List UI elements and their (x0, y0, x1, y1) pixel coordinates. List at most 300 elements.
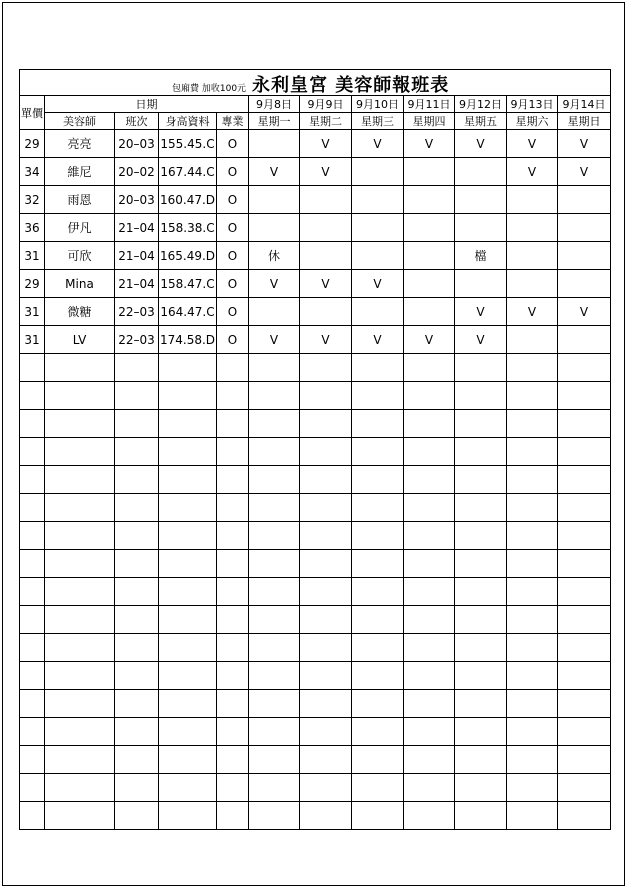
table-row (20, 326, 611, 354)
schedule-table (19, 69, 611, 830)
day-weekday: 星期一 (249, 113, 300, 130)
empty-cell (159, 410, 217, 438)
empty-cell (45, 522, 115, 550)
shift-mark: V (455, 326, 507, 354)
specialty-cell: O (217, 326, 249, 354)
height-info-cell: 165.49.D (159, 242, 217, 270)
empty-cell (507, 438, 558, 466)
empty-cell (249, 438, 300, 466)
empty-cell (115, 774, 159, 802)
empty-cell (300, 802, 352, 830)
empty-cell (217, 690, 249, 718)
empty-cell (20, 746, 45, 774)
empty-cell (507, 690, 558, 718)
empty-cell (352, 578, 404, 606)
empty-cell (217, 802, 249, 830)
empty-cell (20, 382, 45, 410)
height-info-cell: 160.47.D (159, 186, 217, 214)
empty-cell (249, 718, 300, 746)
empty-cell (352, 354, 404, 382)
day-weekday: 星期三 (352, 113, 404, 130)
stylist-name: LV (45, 326, 115, 354)
empty-cell (507, 354, 558, 382)
empty-cell (217, 522, 249, 550)
empty-cell (20, 354, 45, 382)
shift-mark (507, 270, 558, 298)
shift-mark (455, 270, 507, 298)
empty-cell (20, 410, 45, 438)
date-header: 日期 (45, 96, 249, 113)
empty-cell (300, 494, 352, 522)
day-weekday: 星期五 (455, 113, 507, 130)
shift-mark: V (507, 130, 558, 158)
empty-row (20, 578, 611, 606)
empty-cell (217, 578, 249, 606)
empty-cell (558, 410, 611, 438)
empty-cell (249, 410, 300, 438)
empty-cell (558, 466, 611, 494)
empty-cell (558, 550, 611, 578)
price-cell: 31 (20, 298, 45, 326)
empty-cell (300, 746, 352, 774)
empty-cell (300, 522, 352, 550)
empty-cell (159, 382, 217, 410)
table-row (20, 130, 611, 158)
empty-cell (455, 774, 507, 802)
empty-cell (115, 382, 159, 410)
empty-cell (455, 662, 507, 690)
empty-cell (455, 634, 507, 662)
day-weekday: 星期四 (404, 113, 455, 130)
shift-mark: V (404, 130, 455, 158)
empty-cell (45, 410, 115, 438)
empty-cell (159, 634, 217, 662)
stylist-name: 可欣 (45, 242, 115, 270)
empty-cell (45, 802, 115, 830)
shift-mark: V (352, 130, 404, 158)
empty-cell (20, 494, 45, 522)
empty-cell (300, 382, 352, 410)
empty-cell (352, 382, 404, 410)
shift-mark: V (455, 130, 507, 158)
empty-cell (159, 494, 217, 522)
height-info-cell: 158.47.C (159, 270, 217, 298)
shift-mark (352, 298, 404, 326)
empty-cell (507, 634, 558, 662)
empty-cell (507, 550, 558, 578)
empty-cell (558, 494, 611, 522)
empty-cell (115, 466, 159, 494)
shift-mark: V (300, 270, 352, 298)
specialty-cell: O (217, 130, 249, 158)
empty-cell (404, 634, 455, 662)
empty-cell (159, 606, 217, 634)
shift-cell: 20–03 (115, 186, 159, 214)
empty-cell (455, 718, 507, 746)
empty-cell (352, 690, 404, 718)
shift-mark (455, 214, 507, 242)
empty-cell (455, 690, 507, 718)
table-row (20, 186, 611, 214)
shift-cell: 21–04 (115, 214, 159, 242)
empty-cell (45, 578, 115, 606)
empty-cell (115, 550, 159, 578)
empty-cell (507, 382, 558, 410)
empty-cell (45, 466, 115, 494)
empty-cell (507, 802, 558, 830)
shift-mark (404, 270, 455, 298)
empty-cell (249, 578, 300, 606)
empty-cell (558, 802, 611, 830)
stylist-name: 雨恩 (45, 186, 115, 214)
table-row (20, 242, 611, 270)
empty-cell (249, 494, 300, 522)
specialty-header: 專業 (217, 113, 249, 130)
shift-mark: V (249, 158, 300, 186)
shift-mark: V (352, 270, 404, 298)
empty-cell (20, 466, 45, 494)
empty-cell (20, 606, 45, 634)
day-date: 9月10日 (352, 96, 404, 113)
empty-cell (249, 774, 300, 802)
day-date: 9月12日 (455, 96, 507, 113)
empty-cell (300, 774, 352, 802)
empty-cell (217, 634, 249, 662)
empty-cell (115, 578, 159, 606)
shift-mark (455, 186, 507, 214)
shift-cell: 20–03 (115, 130, 159, 158)
price-cell: 29 (20, 130, 45, 158)
empty-row (20, 494, 611, 522)
shift-mark: V (249, 270, 300, 298)
empty-cell (159, 466, 217, 494)
shift-mark (300, 214, 352, 242)
empty-cell (558, 606, 611, 634)
empty-row (20, 550, 611, 578)
price-cell: 29 (20, 270, 45, 298)
empty-cell (455, 354, 507, 382)
empty-row (20, 662, 611, 690)
empty-cell (558, 774, 611, 802)
empty-cell (115, 718, 159, 746)
empty-cell (507, 606, 558, 634)
shift-mark (558, 186, 611, 214)
price-cell: 32 (20, 186, 45, 214)
empty-cell (404, 802, 455, 830)
empty-cell (352, 438, 404, 466)
empty-cell (45, 634, 115, 662)
empty-cell (352, 466, 404, 494)
empty-cell (159, 354, 217, 382)
empty-row (20, 354, 611, 382)
stylist-name: 維尼 (45, 158, 115, 186)
empty-cell (20, 802, 45, 830)
empty-row (20, 438, 611, 466)
empty-cell (558, 354, 611, 382)
empty-cell (115, 606, 159, 634)
shift-mark (352, 242, 404, 270)
empty-cell (300, 718, 352, 746)
empty-cell (217, 494, 249, 522)
empty-cell (455, 522, 507, 550)
shift-mark: V (352, 326, 404, 354)
empty-row (20, 382, 611, 410)
empty-cell (507, 578, 558, 606)
empty-cell (20, 662, 45, 690)
empty-cell (45, 382, 115, 410)
empty-cell (45, 774, 115, 802)
shift-mark (249, 214, 300, 242)
shift-cell: 21–04 (115, 270, 159, 298)
specialty-cell: O (217, 242, 249, 270)
empty-cell (558, 718, 611, 746)
table-row (20, 270, 611, 298)
stylist-name: 微糖 (45, 298, 115, 326)
empty-cell (507, 466, 558, 494)
empty-cell (20, 522, 45, 550)
empty-cell (249, 354, 300, 382)
empty-cell (404, 746, 455, 774)
empty-row (20, 718, 611, 746)
empty-cell (217, 382, 249, 410)
shift-mark: V (300, 158, 352, 186)
shift-mark (249, 130, 300, 158)
empty-cell (20, 690, 45, 718)
height-info-cell: 174.58.D (159, 326, 217, 354)
day-weekday: 星期六 (507, 113, 558, 130)
empty-cell (455, 382, 507, 410)
height-info-header: 身高資料 (159, 113, 217, 130)
shift-mark (404, 242, 455, 270)
empty-cell (300, 466, 352, 494)
empty-cell (159, 522, 217, 550)
empty-cell (217, 718, 249, 746)
empty-cell (558, 382, 611, 410)
empty-cell (455, 410, 507, 438)
empty-cell (558, 634, 611, 662)
empty-cell (352, 802, 404, 830)
day-date: 9月14日 (558, 96, 611, 113)
empty-cell (507, 746, 558, 774)
empty-cell (20, 718, 45, 746)
shift-mark: 檔 (455, 242, 507, 270)
empty-cell (45, 718, 115, 746)
empty-cell (115, 746, 159, 774)
stylist-name: 亮亮 (45, 130, 115, 158)
empty-cell (507, 410, 558, 438)
empty-cell (20, 774, 45, 802)
shift-mark: V (558, 158, 611, 186)
empty-cell (352, 410, 404, 438)
specialty-cell: O (217, 270, 249, 298)
empty-cell (217, 466, 249, 494)
empty-cell (20, 550, 45, 578)
empty-cell (45, 690, 115, 718)
empty-cell (300, 354, 352, 382)
empty-cell (217, 606, 249, 634)
empty-cell (159, 438, 217, 466)
empty-cell (45, 662, 115, 690)
empty-cell (115, 634, 159, 662)
empty-cell (159, 746, 217, 774)
empty-cell (20, 438, 45, 466)
empty-row (20, 802, 611, 830)
empty-cell (115, 522, 159, 550)
empty-cell (507, 494, 558, 522)
empty-cell (249, 662, 300, 690)
shift-mark: V (455, 298, 507, 326)
shift-mark (404, 186, 455, 214)
shift-mark (404, 298, 455, 326)
empty-cell (404, 410, 455, 438)
empty-cell (352, 522, 404, 550)
empty-cell (159, 802, 217, 830)
shift-cell: 22–03 (115, 326, 159, 354)
empty-cell (455, 494, 507, 522)
shift-mark (558, 270, 611, 298)
shift-mark (352, 158, 404, 186)
empty-cell (159, 718, 217, 746)
empty-cell (300, 690, 352, 718)
empty-cell (115, 690, 159, 718)
shift-mark (558, 242, 611, 270)
table-row (20, 214, 611, 242)
shift-mark (352, 186, 404, 214)
day-date: 9月9日 (300, 96, 352, 113)
empty-cell (352, 662, 404, 690)
stylist-header: 美容師 (45, 113, 115, 130)
empty-cell (352, 606, 404, 634)
empty-cell (558, 690, 611, 718)
empty-cell (115, 354, 159, 382)
empty-cell (404, 606, 455, 634)
empty-cell (300, 550, 352, 578)
shift-header: 班次 (115, 113, 159, 130)
shift-mark (507, 242, 558, 270)
shift-mark: V (558, 298, 611, 326)
empty-cell (404, 718, 455, 746)
empty-cell (352, 550, 404, 578)
empty-cell (352, 718, 404, 746)
empty-cell (115, 802, 159, 830)
page-title: 永利皇宮 美容師報班表 (252, 75, 450, 96)
empty-cell (159, 690, 217, 718)
empty-cell (159, 578, 217, 606)
empty-row (20, 606, 611, 634)
empty-cell (404, 550, 455, 578)
empty-cell (217, 774, 249, 802)
empty-cell (300, 634, 352, 662)
empty-row (20, 690, 611, 718)
specialty-cell: O (217, 158, 249, 186)
fee-note: 包廂費 加收100元 (172, 84, 247, 94)
empty-row (20, 774, 611, 802)
empty-cell (45, 438, 115, 466)
empty-cell (20, 578, 45, 606)
empty-cell (115, 410, 159, 438)
empty-cell (115, 494, 159, 522)
empty-cell (249, 606, 300, 634)
empty-cell (455, 802, 507, 830)
shift-mark: V (300, 130, 352, 158)
empty-cell (300, 438, 352, 466)
empty-cell (159, 662, 217, 690)
empty-cell (455, 578, 507, 606)
price-cell: 34 (20, 158, 45, 186)
empty-cell (352, 494, 404, 522)
height-info-cell: 155.45.C (159, 130, 217, 158)
empty-cell (404, 466, 455, 494)
empty-cell (45, 606, 115, 634)
shift-mark: V (558, 130, 611, 158)
shift-mark (249, 186, 300, 214)
empty-cell (115, 662, 159, 690)
empty-cell (558, 662, 611, 690)
empty-cell (45, 494, 115, 522)
empty-cell (300, 410, 352, 438)
day-date: 9月11日 (404, 96, 455, 113)
shift-mark (507, 326, 558, 354)
shift-mark (507, 186, 558, 214)
height-info-cell: 164.47.C (159, 298, 217, 326)
shift-mark: V (507, 298, 558, 326)
table-row (20, 298, 611, 326)
stylist-name: 伊凡 (45, 214, 115, 242)
shift-cell: 20–02 (115, 158, 159, 186)
empty-cell (455, 746, 507, 774)
shift-cell: 22–03 (115, 298, 159, 326)
empty-cell (45, 746, 115, 774)
empty-row (20, 410, 611, 438)
empty-cell (45, 550, 115, 578)
specialty-cell: O (217, 298, 249, 326)
shift-mark (455, 158, 507, 186)
stylist-name: Mina (45, 270, 115, 298)
empty-cell (352, 634, 404, 662)
specialty-cell: O (217, 186, 249, 214)
empty-cell (115, 438, 159, 466)
empty-cell (217, 662, 249, 690)
empty-cell (455, 438, 507, 466)
empty-cell (249, 522, 300, 550)
shift-mark (558, 326, 611, 354)
empty-cell (455, 550, 507, 578)
empty-cell (300, 662, 352, 690)
shift-mark (404, 214, 455, 242)
empty-cell (404, 662, 455, 690)
shift-mark (507, 214, 558, 242)
day-date: 9月13日 (507, 96, 558, 113)
empty-cell (507, 522, 558, 550)
empty-cell (404, 438, 455, 466)
shift-mark (300, 242, 352, 270)
empty-cell (217, 354, 249, 382)
empty-cell (404, 354, 455, 382)
empty-cell (217, 550, 249, 578)
empty-cell (352, 746, 404, 774)
empty-cell (507, 774, 558, 802)
empty-cell (249, 690, 300, 718)
specialty-cell: O (217, 214, 249, 242)
shift-cell: 21–04 (115, 242, 159, 270)
shift-mark: 休 (249, 242, 300, 270)
empty-cell (404, 774, 455, 802)
empty-cell (217, 410, 249, 438)
shift-mark (300, 186, 352, 214)
empty-cell (558, 578, 611, 606)
price-header: 單價 (20, 96, 45, 130)
empty-cell (300, 606, 352, 634)
